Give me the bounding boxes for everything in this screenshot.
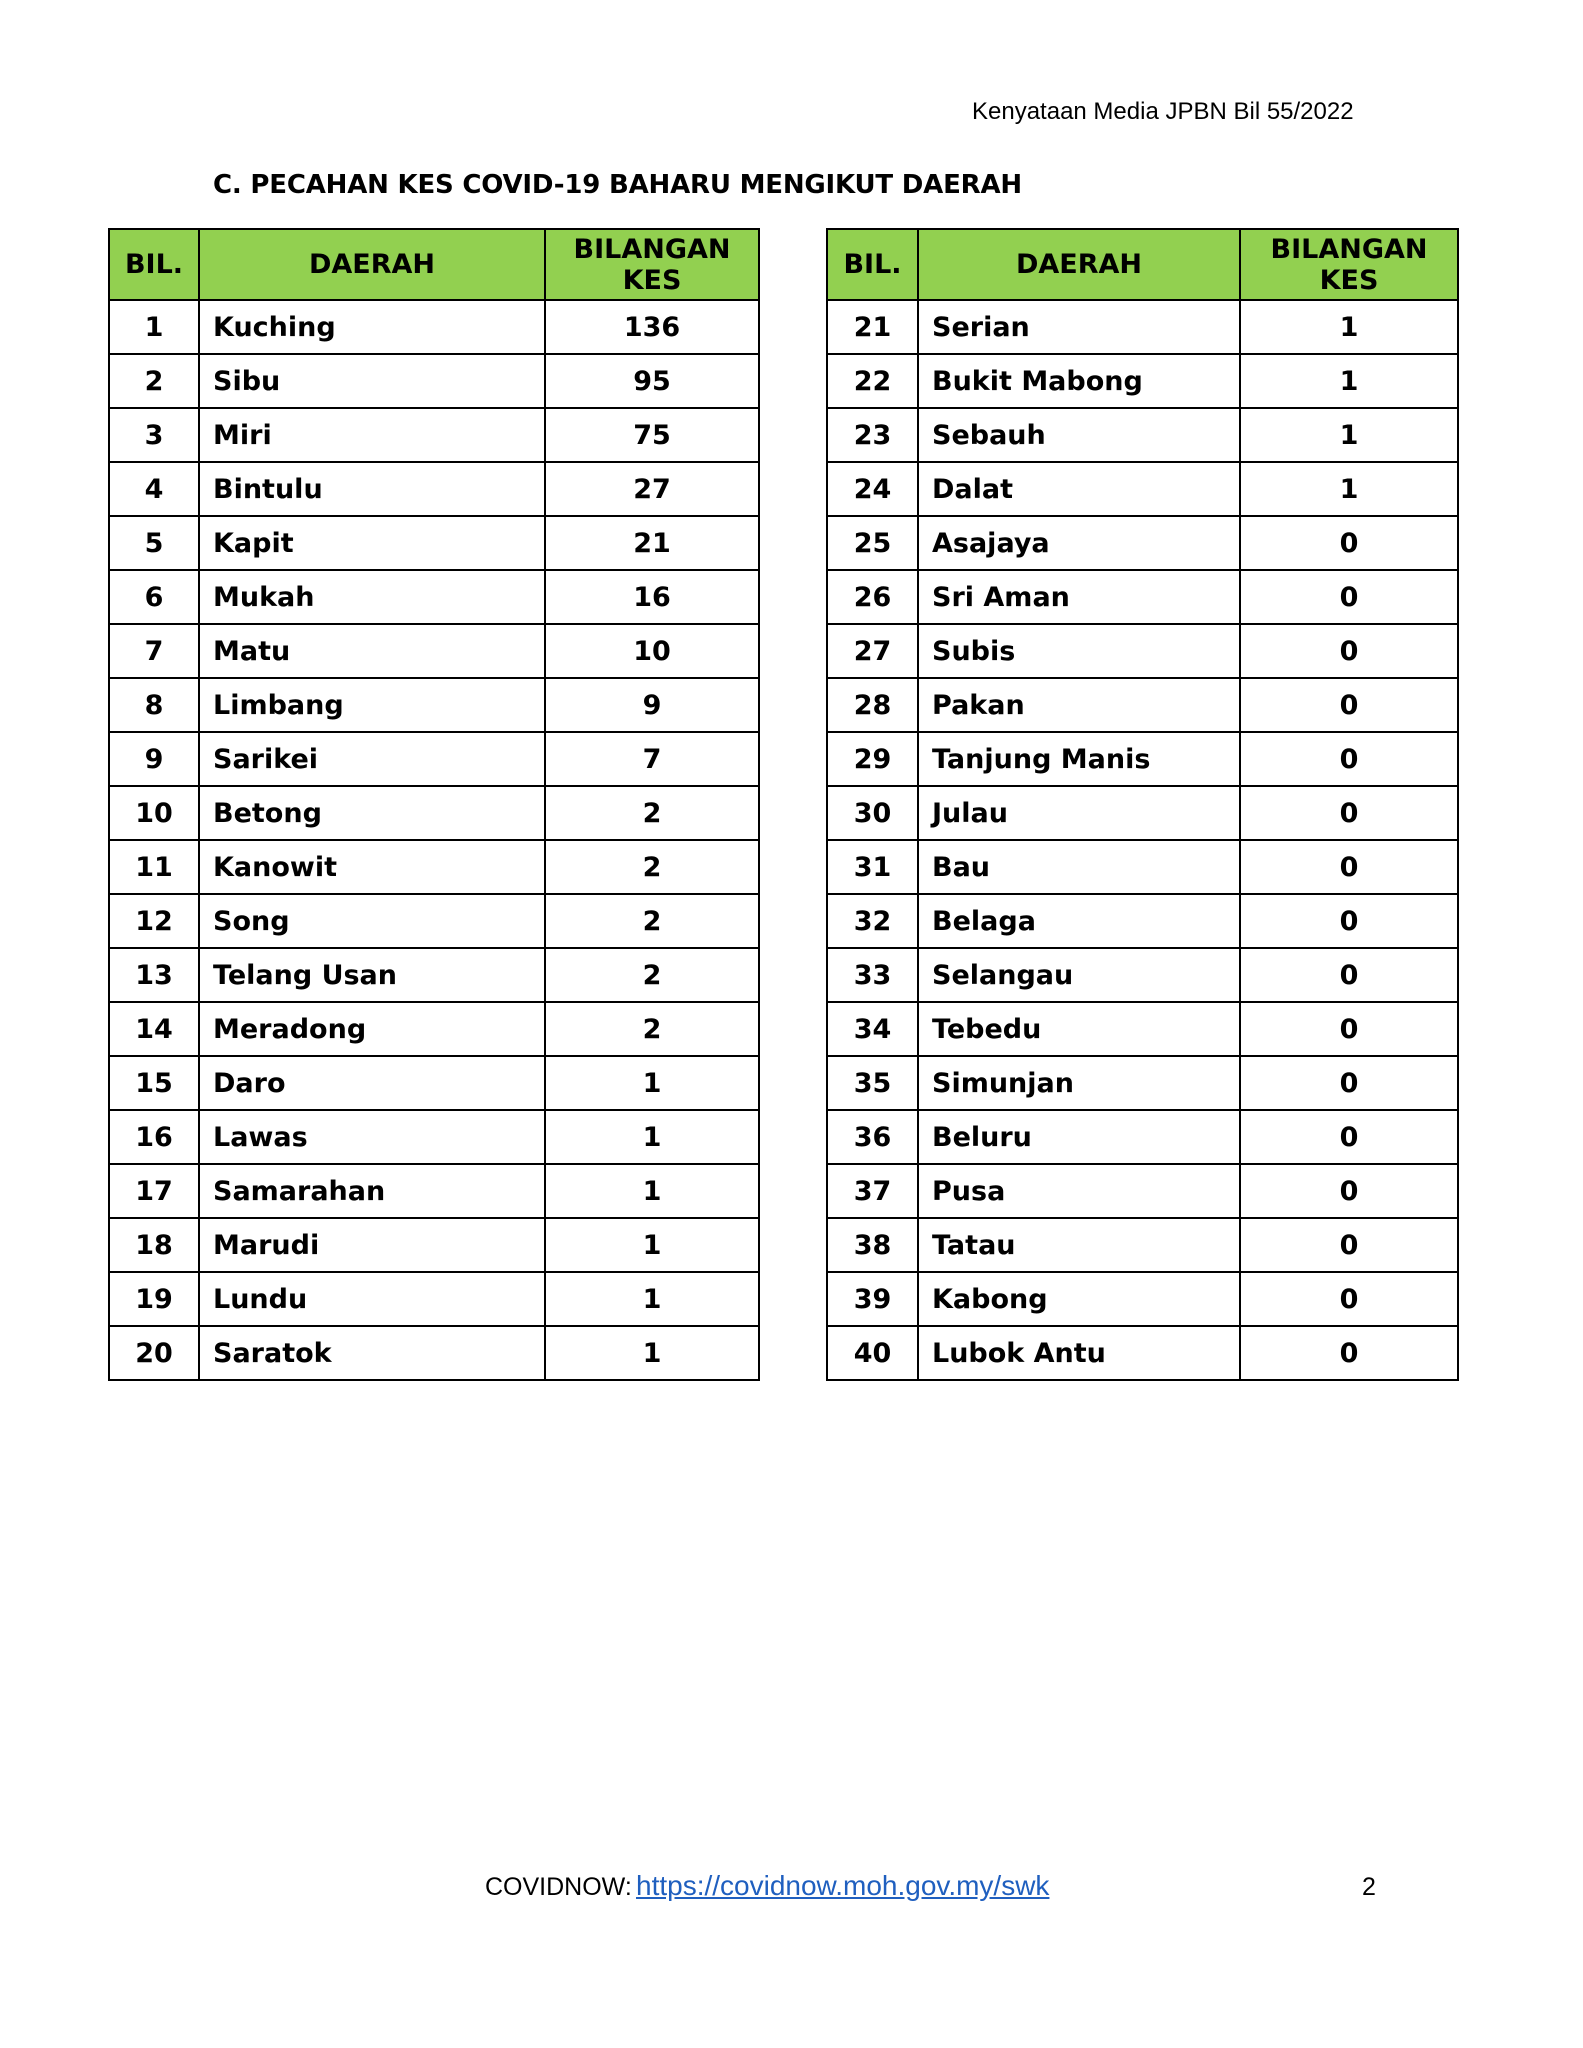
district-name: Kabong — [918, 1272, 1240, 1326]
table-row — [109, 840, 759, 894]
district-name: Belaga — [918, 894, 1240, 948]
table-row — [827, 840, 1458, 894]
district-name: Mukah — [199, 570, 545, 624]
row-number: 24 — [827, 462, 918, 516]
row-number: 37 — [827, 1164, 918, 1218]
district-name: Daro — [199, 1056, 545, 1110]
header-bil: BIL. — [109, 229, 199, 300]
case-count: 16 — [545, 570, 759, 624]
case-count: 2 — [545, 1002, 759, 1056]
district-name: Pusa — [918, 1164, 1240, 1218]
row-number: 29 — [827, 732, 918, 786]
district-name: Pakan — [918, 678, 1240, 732]
row-number: 34 — [827, 1002, 918, 1056]
table-row — [827, 732, 1458, 786]
case-count: 0 — [1240, 948, 1458, 1002]
table-row — [827, 1164, 1458, 1218]
case-count: 21 — [545, 516, 759, 570]
footer-label: COVIDNOW: — [485, 1873, 632, 1901]
case-count: 0 — [1240, 840, 1458, 894]
table-header-row — [827, 229, 1458, 300]
case-count: 0 — [1240, 786, 1458, 840]
district-name: Saratok — [199, 1326, 545, 1380]
case-count: 0 — [1240, 1218, 1458, 1272]
table-row — [109, 786, 759, 840]
case-count: 0 — [1240, 624, 1458, 678]
case-count: 0 — [1240, 678, 1458, 732]
table-row — [827, 624, 1458, 678]
table-row — [827, 300, 1458, 354]
district-name: Miri — [199, 408, 545, 462]
row-number: 20 — [109, 1326, 199, 1380]
district-name: Simunjan — [918, 1056, 1240, 1110]
row-number: 35 — [827, 1056, 918, 1110]
table-row — [827, 786, 1458, 840]
table-row — [827, 462, 1458, 516]
district-name: Serian — [918, 300, 1240, 354]
table-row — [109, 1164, 759, 1218]
row-number: 36 — [827, 1110, 918, 1164]
case-count: 1 — [1240, 462, 1458, 516]
district-table-left — [108, 228, 760, 1381]
row-number: 33 — [827, 948, 918, 1002]
row-number: 23 — [827, 408, 918, 462]
row-number: 30 — [827, 786, 918, 840]
table-row — [109, 678, 759, 732]
row-number: 16 — [109, 1110, 199, 1164]
case-count: 10 — [545, 624, 759, 678]
table-row — [109, 1002, 759, 1056]
table-row — [109, 624, 759, 678]
header-kes-line1: BILANGAN — [1270, 233, 1428, 265]
district-name: Kanowit — [199, 840, 545, 894]
case-count: 0 — [1240, 516, 1458, 570]
row-number: 22 — [827, 354, 918, 408]
header-bilangan-kes — [545, 229, 759, 300]
row-number: 18 — [109, 1218, 199, 1272]
case-count: 1 — [545, 1218, 759, 1272]
table-row — [109, 1110, 759, 1164]
case-count: 0 — [1240, 570, 1458, 624]
table-row — [109, 894, 759, 948]
header-bil: BIL. — [827, 229, 918, 300]
table-row — [109, 1218, 759, 1272]
district-name: Sri Aman — [918, 570, 1240, 624]
district-name: Bintulu — [199, 462, 545, 516]
case-count: 1 — [545, 1326, 759, 1380]
district-name: Lundu — [199, 1272, 545, 1326]
district-name: Tanjung Manis — [918, 732, 1240, 786]
table-row — [109, 408, 759, 462]
row-number: 14 — [109, 1002, 199, 1056]
case-count: 1 — [1240, 408, 1458, 462]
table-row — [827, 1056, 1458, 1110]
district-name: Kuching — [199, 300, 545, 354]
district-name: Julau — [918, 786, 1240, 840]
case-count: 0 — [1240, 1164, 1458, 1218]
page-number: 2 — [1362, 1873, 1376, 1901]
table-row — [109, 1056, 759, 1110]
row-number: 25 — [827, 516, 918, 570]
case-count: 1 — [545, 1056, 759, 1110]
case-count: 2 — [545, 786, 759, 840]
table-row — [827, 570, 1458, 624]
district-name: Kapit — [199, 516, 545, 570]
case-count: 2 — [545, 894, 759, 948]
row-number: 7 — [109, 624, 199, 678]
table-row — [109, 948, 759, 1002]
row-number: 1 — [109, 300, 199, 354]
section-title: C. PECAHAN KES COVID-19 BAHARU MENGIKUT DAERAH — [213, 170, 1022, 200]
row-number: 39 — [827, 1272, 918, 1326]
district-name: Sibu — [199, 354, 545, 408]
table-row — [827, 678, 1458, 732]
row-number: 17 — [109, 1164, 199, 1218]
district-name: Bukit Mabong — [918, 354, 1240, 408]
case-count: 0 — [1240, 1002, 1458, 1056]
table-row — [827, 1110, 1458, 1164]
table-row — [827, 516, 1458, 570]
case-count: 7 — [545, 732, 759, 786]
case-count: 1 — [1240, 354, 1458, 408]
case-count: 0 — [1240, 1056, 1458, 1110]
row-number: 31 — [827, 840, 918, 894]
row-number: 4 — [109, 462, 199, 516]
district-name: Selangau — [918, 948, 1240, 1002]
district-name: Meradong — [199, 1002, 545, 1056]
table-row — [827, 408, 1458, 462]
table-row — [827, 894, 1458, 948]
row-number: 3 — [109, 408, 199, 462]
row-number: 38 — [827, 1218, 918, 1272]
table-row — [827, 1272, 1458, 1326]
table-row — [109, 732, 759, 786]
row-number: 8 — [109, 678, 199, 732]
case-count: 0 — [1240, 1326, 1458, 1380]
row-number: 21 — [827, 300, 918, 354]
table-row — [827, 1326, 1458, 1380]
row-number: 9 — [109, 732, 199, 786]
case-count: 1 — [545, 1110, 759, 1164]
case-count: 1 — [1240, 300, 1458, 354]
header-kes-line2: KES — [622, 264, 682, 296]
district-name: Lawas — [199, 1110, 545, 1164]
district-name: Song — [199, 894, 545, 948]
header-kes-line1: BILANGAN — [573, 233, 731, 265]
case-count: 136 — [545, 300, 759, 354]
row-number: 32 — [827, 894, 918, 948]
table-row — [827, 1002, 1458, 1056]
row-number: 10 — [109, 786, 199, 840]
district-name: Subis — [918, 624, 1240, 678]
table-row — [109, 300, 759, 354]
case-count: 1 — [545, 1272, 759, 1326]
table-row — [109, 570, 759, 624]
district-name: Limbang — [199, 678, 545, 732]
table-row — [827, 1218, 1458, 1272]
district-name: Telang Usan — [199, 948, 545, 1002]
case-count: 27 — [545, 462, 759, 516]
covidnow-link[interactable]: https://covidnow.moh.gov.my/swk — [636, 1870, 1050, 1901]
district-name: Dalat — [918, 462, 1240, 516]
row-number: 27 — [827, 624, 918, 678]
row-number: 28 — [827, 678, 918, 732]
district-name: Lubok Antu — [918, 1326, 1240, 1380]
header-bilangan-kes — [1240, 229, 1458, 300]
district-name: Bau — [918, 840, 1240, 894]
row-number: 40 — [827, 1326, 918, 1380]
case-count: 9 — [545, 678, 759, 732]
case-count: 95 — [545, 354, 759, 408]
table-row — [109, 1272, 759, 1326]
table-row — [109, 462, 759, 516]
table-row — [109, 516, 759, 570]
case-count: 0 — [1240, 1272, 1458, 1326]
header-daerah: DAERAH — [918, 229, 1240, 300]
row-number: 13 — [109, 948, 199, 1002]
district-name: Tebedu — [918, 1002, 1240, 1056]
case-count: 1 — [545, 1164, 759, 1218]
district-name: Samarahan — [199, 1164, 545, 1218]
district-name: Beluru — [918, 1110, 1240, 1164]
row-number: 6 — [109, 570, 199, 624]
table-row — [109, 354, 759, 408]
row-number: 26 — [827, 570, 918, 624]
district-name: Asajaya — [918, 516, 1240, 570]
case-count: 75 — [545, 408, 759, 462]
row-number: 11 — [109, 840, 199, 894]
row-number: 19 — [109, 1272, 199, 1326]
case-count: 2 — [545, 840, 759, 894]
table-row — [827, 948, 1458, 1002]
case-count: 0 — [1240, 732, 1458, 786]
table-row — [109, 1326, 759, 1380]
district-name: Matu — [199, 624, 545, 678]
district-name: Betong — [199, 786, 545, 840]
case-count: 2 — [545, 948, 759, 1002]
row-number: 2 — [109, 354, 199, 408]
row-number: 15 — [109, 1056, 199, 1110]
row-number: 5 — [109, 516, 199, 570]
case-count: 0 — [1240, 894, 1458, 948]
row-number: 12 — [109, 894, 199, 948]
district-name: Marudi — [199, 1218, 545, 1272]
header-daerah: DAERAH — [199, 229, 545, 300]
district-table-right — [826, 228, 1459, 1381]
document-reference: Kenyataan Media JPBN Bil 55/2022 — [972, 98, 1354, 125]
table-header-row — [109, 229, 759, 300]
district-name: Sebauh — [918, 408, 1240, 462]
district-name: Tatau — [918, 1218, 1240, 1272]
district-name: Sarikei — [199, 732, 545, 786]
case-count: 0 — [1240, 1110, 1458, 1164]
table-row — [827, 354, 1458, 408]
header-kes-line2: KES — [1319, 264, 1379, 296]
